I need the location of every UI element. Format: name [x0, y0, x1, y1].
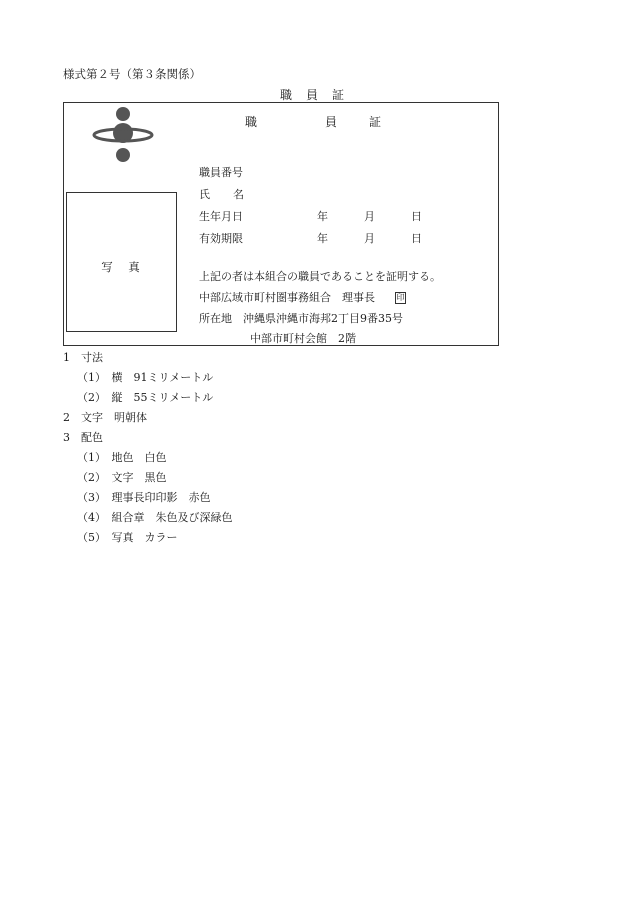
issuer-text: 中部広域市町村圏事務組合 理事長 [199, 291, 375, 304]
spec-item: 1 寸法 [63, 351, 103, 364]
spec-item: （5） 写真 カラー [77, 531, 178, 544]
card-title-char: 証 [369, 115, 382, 129]
card-title-char: 職 [245, 115, 258, 129]
id-card [63, 102, 499, 346]
card-title-char: 員 [324, 115, 337, 129]
name-label-2: 名 [233, 188, 244, 201]
expiry-day: 日 [411, 232, 422, 245]
spec-item: （2） 縦 55ミリメートル [77, 391, 214, 404]
expiry-year: 年 [317, 232, 328, 245]
name-label-1: 氏 [199, 188, 210, 201]
seal-icon: 印 [396, 293, 405, 302]
dob-day: 日 [411, 210, 422, 223]
dob-label: 生年月日 [199, 210, 243, 223]
address-line-2: 中部市町村会館 2階 [250, 332, 356, 345]
spec-item: 2 文字 明朝体 [63, 411, 147, 424]
spec-item: 3 配色 [63, 431, 103, 444]
spec-item: （4） 組合章 朱色及び深緑色 [77, 511, 233, 524]
issuer-line [199, 289, 406, 305]
spec-item: （3） 理事長印印影 赤色 [77, 491, 211, 504]
spec-item: （1） 地色 白色 [77, 451, 167, 464]
form-label: 様式第２号（第３条関係） [63, 67, 201, 81]
expiry-month: 月 [364, 232, 375, 245]
expiry-label: 有効期限 [199, 232, 243, 245]
spec-item: （1） 横 91ミリメートル [77, 371, 214, 384]
photo-box [66, 192, 177, 332]
staff-number-label: 職員番号 [199, 166, 243, 179]
union-emblem-icon [92, 105, 156, 165]
photo-label: 写 真 [101, 260, 142, 274]
certify-text: 上記の者は本組合の職員であることを証明する。 [199, 270, 441, 283]
address-line-1: 所在地 沖縄県沖縄市海邦2丁目9番35号 [199, 312, 403, 325]
card-caption: 職 員 証 [280, 88, 346, 102]
spec-item: （2） 文字 黒色 [77, 471, 167, 484]
dob-year: 年 [317, 210, 328, 223]
dob-month: 月 [364, 210, 375, 223]
card-title [245, 113, 381, 130]
